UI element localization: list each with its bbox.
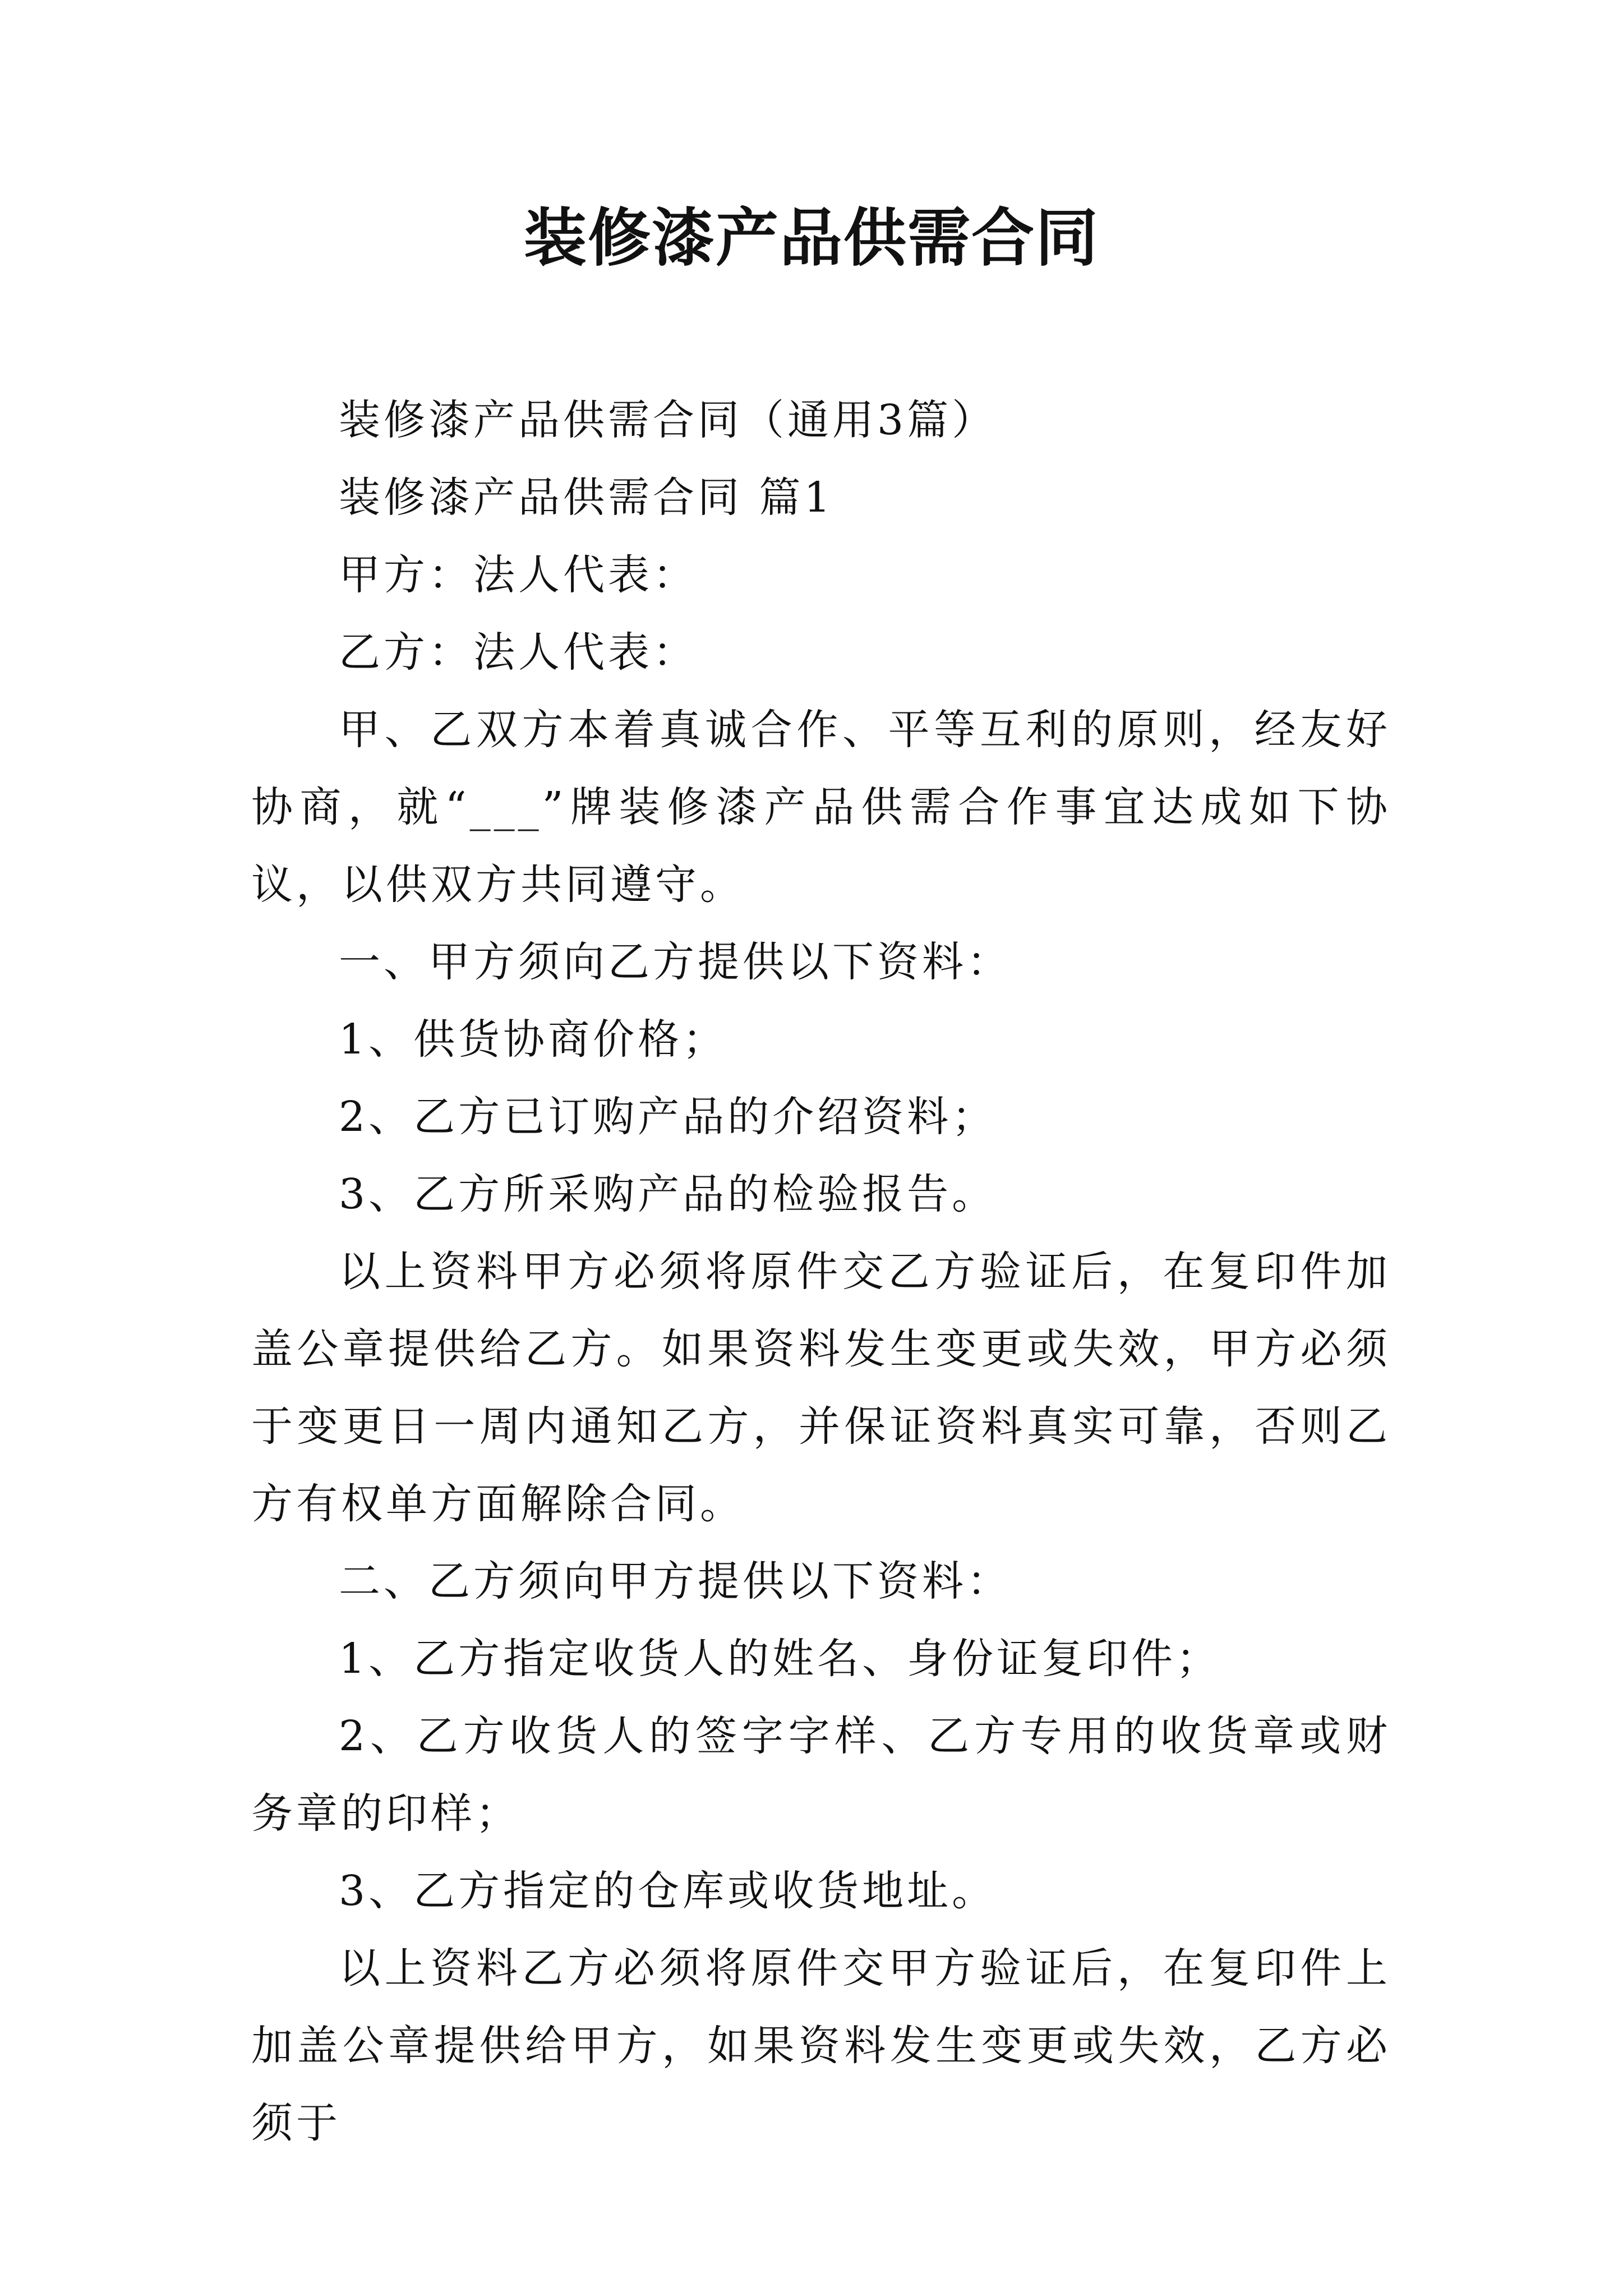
- paragraph: 以上资料甲方必须将原件交乙方验证后，在复印件加盖公章提供给乙方。如果资料发生变更或失效，甲方必须于变更日一周内通知乙方，并保证资料真实可靠，否则乙方有权单方面解除合同。: [251, 1248, 1391, 1528]
- paragraph: 装修漆产品供需合同（通用3篇）: [339, 396, 997, 444]
- paragraph: 1、乙方指定收货人的姓名、身份证复印件；: [339, 1635, 1221, 1683]
- paragraph: 以上资料乙方必须将原件交甲方验证后，在复印件上加盖公章提供给甲方，如果资料发生变更或失效，乙方必须于: [251, 1944, 1391, 2147]
- paragraph: 装修漆产品供需合同 篇1: [339, 473, 834, 522]
- paragraph: 2、乙方收货人的签字字样、乙方专用的收货章或财务章的印样；: [251, 1712, 1391, 1838]
- paragraph: 乙方：法人代表：: [339, 628, 698, 677]
- paragraph: 甲、乙双方本着真诚合作、平等互利的原则，经友好协商，就“___”牌装修漆产品供需合作事宜达成如下协议，以供双方共同遵守。: [251, 706, 1391, 909]
- document-title: 装修漆产品供需合同: [524, 201, 1099, 275]
- paragraph: 3、乙方所采购产品的检验报告。: [339, 1170, 997, 1218]
- paragraph: 2、乙方已订购产品的介绍资料；: [339, 1093, 997, 1141]
- paragraph: 二、乙方须向甲方提供以下资料：: [339, 1557, 1012, 1605]
- paragraph: 3、乙方指定的仓库或收货地址。: [339, 1867, 997, 1915]
- paragraph: 一、甲方须向乙方提供以下资料：: [339, 938, 1012, 986]
- paragraph: 1、供货协商价格；: [339, 1015, 728, 1064]
- document-body: [251, 381, 1391, 2162]
- paragraph: 甲方：法人代表：: [339, 551, 698, 599]
